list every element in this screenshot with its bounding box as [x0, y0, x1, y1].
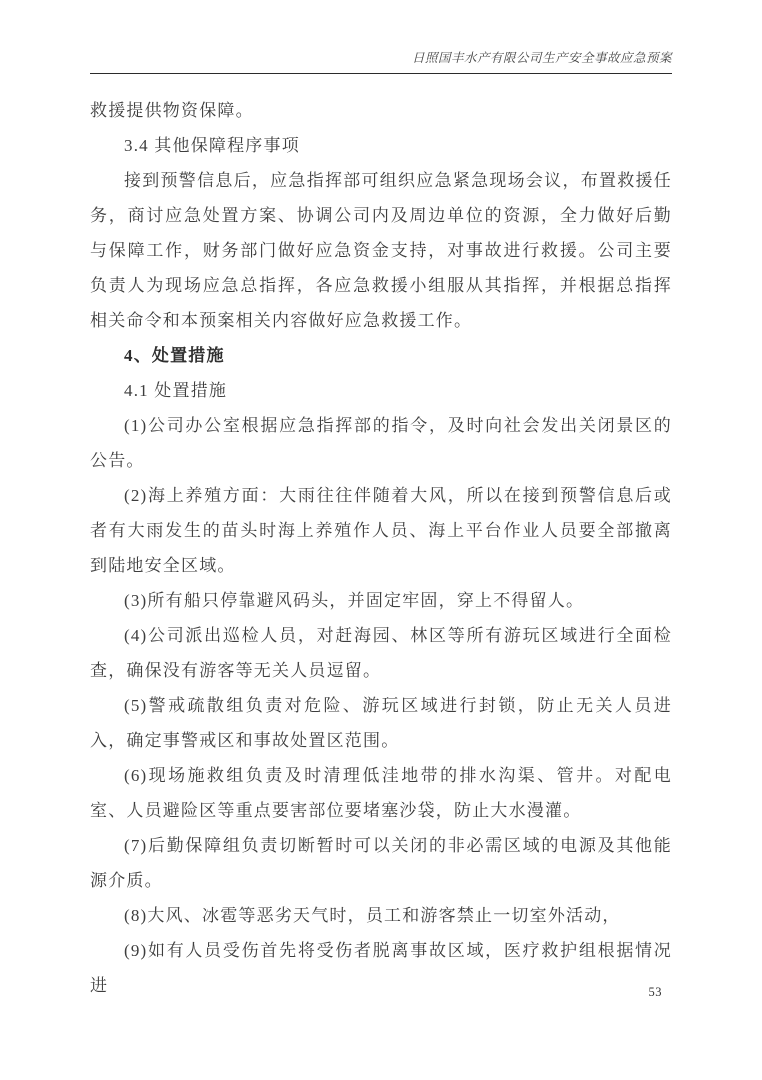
page-number: 53: [648, 985, 662, 999]
list-item-3: (3)所有船只停靠避风码头，并固定牢固，穿上不得留人。: [124, 591, 585, 610]
header-title: 日照国丰水产有限公司生产安全事故应急预案: [411, 51, 672, 65]
list-item-5: (5)警戒疏散组负责对危险、游玩区域进行封锁，防止无关人员进入，确定事警戒区和事故处置区范围。: [90, 696, 672, 750]
header-rule: [90, 73, 672, 74]
list-item-8: (8)大风、冰雹等恶劣天气时，员工和游客禁止一切室外活动，: [124, 906, 621, 925]
list-item-9: (9)如有人员受伤首先将受伤者脱离事故区域，医疗救护组根据情况进: [90, 941, 672, 995]
page-footer: [90, 983, 672, 1001]
list-item-1: (1)公司办公室根据应急指挥部的指令，及时向社会发出关闭景区的公告。: [90, 416, 672, 470]
section-heading-3-4: 3.4 其他保障程序事项: [124, 136, 300, 155]
paragraph-carryover: 救援提供物资保障。: [90, 101, 254, 120]
page-header: [90, 48, 672, 82]
section-heading-4-1: 4.1 处置措施: [124, 381, 228, 400]
document-body: [90, 93, 672, 1003]
list-item-7: (7)后勤保障组负责切断暂时可以关闭的非必需区域的电源及其他能源介质。: [90, 836, 672, 890]
list-item-6: (6)现场施救组负责及时清理低洼地带的排水沟渠、管井。对配电室、人员避险区等重点要害部位要堵塞沙袋，防止大水漫灌。: [90, 766, 672, 820]
paragraph-section-3-4-body: 接到预警信息后，应急指挥部可组织应急紧急现场会议，布置救援任务，商讨应急处置方案、协调公司内及周边单位的资源，全力做好后勤与保障工作，财务部门做好应急资金支持，对事故进行救援。公司主要负责人为现场应急总指挥，各应急救援小组服从其指挥，并根据总指挥相关命令和本预案相关内容做好应急救援工作。: [90, 171, 672, 330]
list-item-4: (4)公司派出巡检人员，对赶海园、林区等所有游玩区域进行全面检查，确保没有游客等无关人员逗留。: [90, 626, 672, 680]
section-heading-4: 4、处置措施: [124, 346, 225, 365]
list-item-2: (2)海上养殖方面：大雨往往伴随着大风，所以在接到预警信息后或者有大雨发生的苗头时海上养殖作人员、海上平台作业人员要全部撤离到陆地安全区域。: [90, 486, 672, 575]
